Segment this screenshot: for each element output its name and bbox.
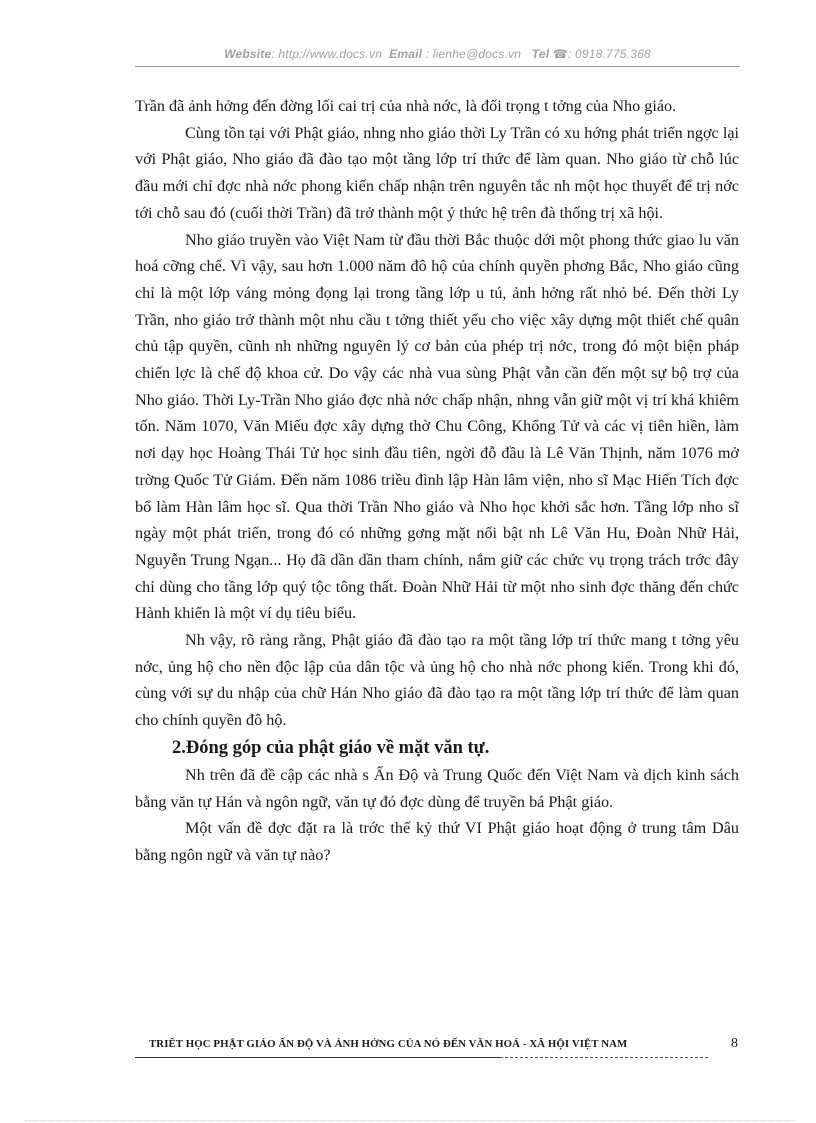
page-footer [135,1036,740,1056]
page-number: 8 [731,1036,738,1051]
page-header [135,47,740,61]
paragraph: Nh trên đã đề cập các nhà s Ấn Độ và Trung Quốc đến Việt Nam và dịch kinh sách bằng văn tự Hán và ngôn ngữ, văn tự đó đợc dùng để truyền bá Phật giáo. [135,765,739,811]
footer-title: TRIẾT HỌC PHẬT GIÁO ẤN ĐỘ VÀ ẢNH HỞNG CỦA NÓ ĐẾN VĂN HOÁ - XÃ HỘI VIỆT NAM [149,1038,628,1050]
document-body [135,93,739,869]
header-divider [135,66,740,67]
paragraph: Nh vậy, rõ ràng rằng, Phật giáo đã đào tạo ra một tầng lớp trí thức mang t tởng yêu nớc, ủng hộ cho nền độc lập của dân tộc và ủng hộ cho nhà nớc phong kiến. Trong khi đó, cùng với sự du nhập của chữ Hán Nho giáo đã đào tạo ra một tầng lớp trí thức để làm quan cho chính quyền đô hộ. [135,631,739,730]
phone-icon: ☎ [552,47,568,61]
footer-divider-solid [135,1057,500,1058]
paragraph: Cùng tồn tại với Phật giáo, nhng nho giáo thời Ly Trần có xu hớng phát triển ngợc lại với Phật giáo, Nho giáo đã đào tạo một tầng lớp trí thức để làm quan. Nho giáo từ chỗ lúc đầu mới chỉ đợc nhà nớc phong kiến chấp nhận trên nguyên tắc nh một học thuyết để trị nớc tới chỗ sau đó (cuối thời Trần) đã trở thành một ý thức hệ trên đà thống trị xã hội. [135,123,739,222]
paragraph: Nho giáo truyền vào Việt Nam từ đầu thời Bắc thuộc dới một phong thức giao lu văn hoá cỡng chế. Vì vậy, sau hơn 1.000 năm đô hộ của chính quyền phơng Bắc, Nho giáo cũng chỉ là một lớp váng mỏng đọng lại trong tầng lớp u tú, ảnh hởng rất nhỏ bé. Đến thời Ly Trần, nho giáo trở thành một nhu cầu t tởng thiết yếu cho việc xây dựng một thiết chế quân chủ tập quyền, cũnh nh những nguyên lý cơ bản của phép trị nớc, trong đó một biện pháp chiến lợc là chế độ khoa cử. Do vậy các nhà vua sùng Phật vẫn cần đến một sự bộ trợ của Nho giáo. Thời Ly-Trần Nho giáo đợc nhà nớc chấp nhận, nhng vẫn giữ một vị trí khá khiêm tốn. Năm 1070, Văn Miếu đợc xây dựng thờ Chu Công, Khổng Tử và các vị tiên hiền, làm nơi dạy học Hoàng Thái Tử học sinh đầu tiên, ngời đỗ đầu là Lê Văn Thịnh, năm 1076 mở trờng Quốc Tử Giám. Đến năm 1086 triều đình lập Hàn lâm viện, nho sĩ Mạc Hiển Tích đợc bổ làm Hàn lâm học sĩ. Qua thời Trần Nho giáo và Nho học khởi sắc hơn. Tầng lớp nho sĩ ngày một phát triển, trong đó có những gơng mặt nổi bật nh Lê Văn Hu, Đoàn Nhữ Hải, Nguyễn Trung Ngạn... Họ đã dần dần tham chính, nắm giữ các chức vụ trọng trách trớc đây chỉ dùng cho tầng lớp quý tộc tông thất. Đoàn Nhữ Hải từ một nho sinh đợc thăng đến chức Hành khiển là một ví dụ tiêu biểu. [135,230,739,623]
tel-label: Tel [531,47,550,61]
website-url[interactable]: : http://www.docs.vn [271,47,383,61]
page-bottom-border [25,1120,795,1121]
tel-number: : 0918.775.368 [567,47,651,61]
footer-divider-dashed [500,1057,708,1058]
email-address[interactable]: : lienhe@docs.vn [422,47,522,61]
website-label: Website [224,47,272,61]
paragraph: Trần đã ảnh hởng đến đờng lối cai trị của nhà nớc, là đối trọng t tởng của Nho giáo. [135,97,677,115]
email-label: Email [389,47,423,61]
section-heading: 2.Đóng góp của phật giáo về mặt văn tự. [172,737,490,758]
paragraph: Một vấn đề đợc đặt ra là trớc thế kỷ thứ VI Phật giáo hoạt động ở trung tâm Dâu bằng ngôn ngữ và văn tự nào? [135,819,739,864]
